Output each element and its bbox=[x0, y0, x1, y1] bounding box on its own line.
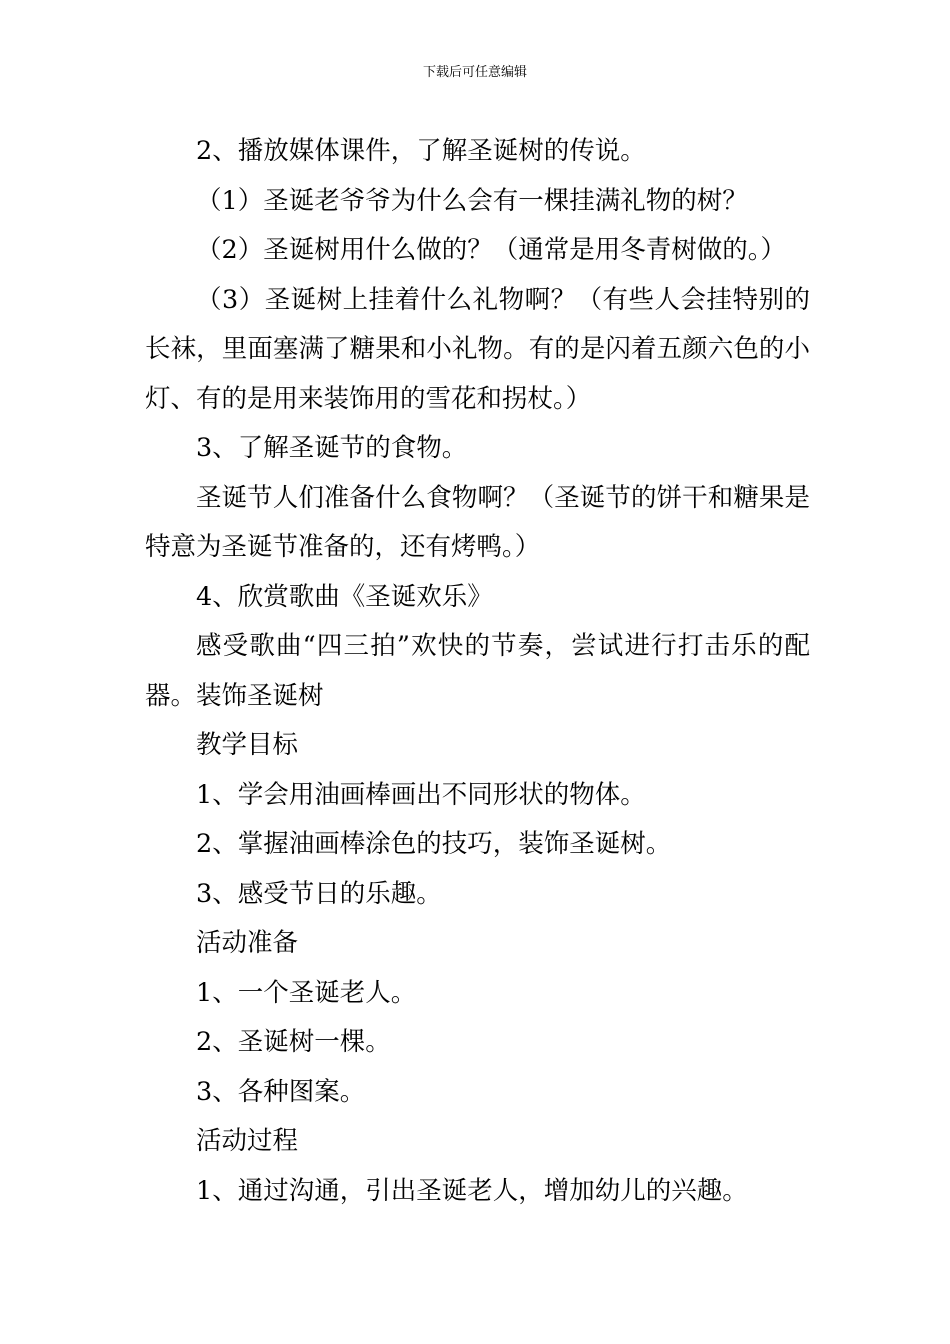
paragraph: 3、感受节日的乐趣。 bbox=[196, 878, 442, 909]
paragraph: 感受歌曲“四三拍”欢快的节奏，尝试进行打击乐的配器。装饰圣诞树 bbox=[145, 631, 810, 711]
section-heading: 教学目标 bbox=[196, 730, 299, 760]
paragraph: （3）圣诞树上挂着什么礼物啊？（有些人会挂特别的长袜，里面塞满了糖果和小礼物。有的是闪着五颜六色的小灯、有的是用来装饰用的雪花和拐杖。） bbox=[145, 284, 810, 414]
paragraph: 1、一个圣诞老人。 bbox=[196, 977, 417, 1008]
paragraph: 2、圣诞树一棵。 bbox=[196, 1027, 391, 1057]
paragraph: 4、欣赏歌曲《圣诞欢乐》 bbox=[196, 581, 493, 612]
document-body bbox=[145, 127, 810, 1216]
paragraph: 2、播放媒体课件，了解圣诞树的传说。 bbox=[196, 136, 646, 166]
section-heading: 活动准备 bbox=[196, 928, 299, 958]
paragraph: 3、各种图案。 bbox=[196, 1076, 366, 1107]
section-heading: 活动过程 bbox=[196, 1126, 299, 1156]
paragraph: （1）圣诞老爷爷为什么会有一棵挂满礼物的树？ bbox=[196, 185, 748, 216]
page-header: 下载后可任意编辑 bbox=[422, 65, 527, 80]
paragraph: 2、掌握油画棒涂色的技巧，装饰圣诞树。 bbox=[196, 829, 672, 859]
paragraph: 3、了解圣诞节的食物。 bbox=[196, 433, 468, 463]
paragraph: 1、通过沟通，引出圣诞老人，增加幼儿的兴趣。 bbox=[196, 1175, 748, 1206]
paragraph: 1、学会用油画棒画出不同形状的物体。 bbox=[196, 779, 646, 810]
paragraph: 圣诞节人们准备什么食物啊？（圣诞节的饼干和糖果是特意为圣诞节准备的，还有烤鸭。） bbox=[145, 482, 810, 562]
paragraph: （2）圣诞树用什么做的？（通常是用冬青树做的。） bbox=[196, 235, 786, 265]
